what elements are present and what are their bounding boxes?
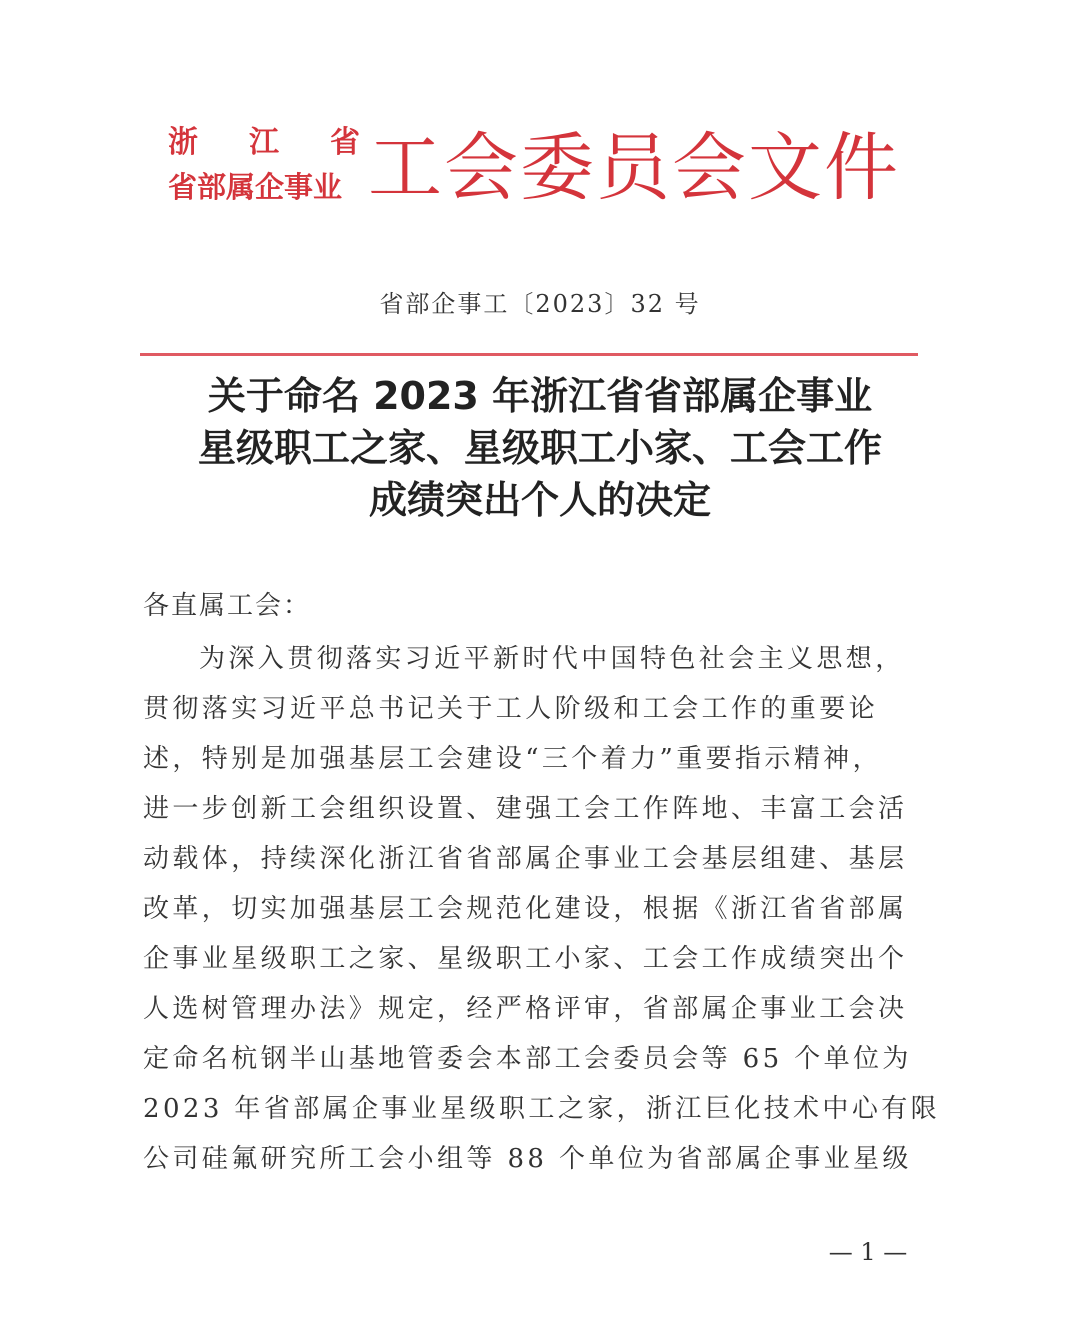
document-header	[168, 118, 908, 218]
body-line: 贯彻落实习近平总书记关于工人阶级和工会工作的重要论	[143, 694, 879, 724]
body-line: 公司硅氟研究所工会小组等 88 个单位为省部属企事业星级	[143, 1144, 912, 1174]
issuer-document-title: 工会委员会文件	[368, 125, 900, 211]
body-line: 改革，切实加强基层工会规范化建设，根据《浙江省省部属	[143, 894, 908, 924]
issuer-small-block	[168, 124, 364, 210]
document-number: 省部企事工〔2023〕32 号	[379, 290, 701, 318]
body-line: 人选树管理办法》规定，经严格评审，省部属企事业工会决	[143, 994, 908, 1024]
body-line: 述，特别是加强基层工会建设“三个着力”重要指示精神，	[143, 744, 882, 774]
issuer-line-enterprises: 省部属企事业	[168, 170, 343, 204]
body-line: 定命名杭钢半山基地管委会本部工会委员会等 65 个单位为	[143, 1044, 912, 1074]
addressee: 各直属工会：	[143, 591, 312, 621]
body-paragraph	[143, 634, 941, 1184]
red-divider-line	[140, 353, 918, 356]
title-line-3: 成绩突出个人的决定	[368, 478, 711, 522]
document-title	[0, 370, 1080, 526]
page-number: — 1 —	[828, 1238, 908, 1266]
body-line: 2023 年省部属企事业星级职工之家，浙江巨化技术中心有限	[143, 1094, 941, 1124]
body-line: 进一步创新工会组织设置、建强工会工作阵地、丰富工会活	[143, 794, 908, 824]
body-line: 为深入贯彻落实习近平新时代中国特色社会主义思想，	[199, 644, 905, 674]
title-line-1: 关于命名 2023 年浙江省省部属企事业	[207, 374, 873, 418]
body-line: 企事业星级职工之家、星级职工小家、工会工作成绩突出个	[143, 944, 908, 974]
issuer-line-province	[168, 124, 360, 162]
issuer-char: 省	[330, 125, 360, 160]
issuer-char: 江	[249, 125, 279, 160]
body-line: 动载体，持续深化浙江省省部属企事业工会基层组建、基层	[143, 844, 908, 874]
title-line-2: 星级职工之家、星级职工小家、工会工作	[197, 426, 882, 470]
issuer-char: 浙	[168, 125, 198, 160]
